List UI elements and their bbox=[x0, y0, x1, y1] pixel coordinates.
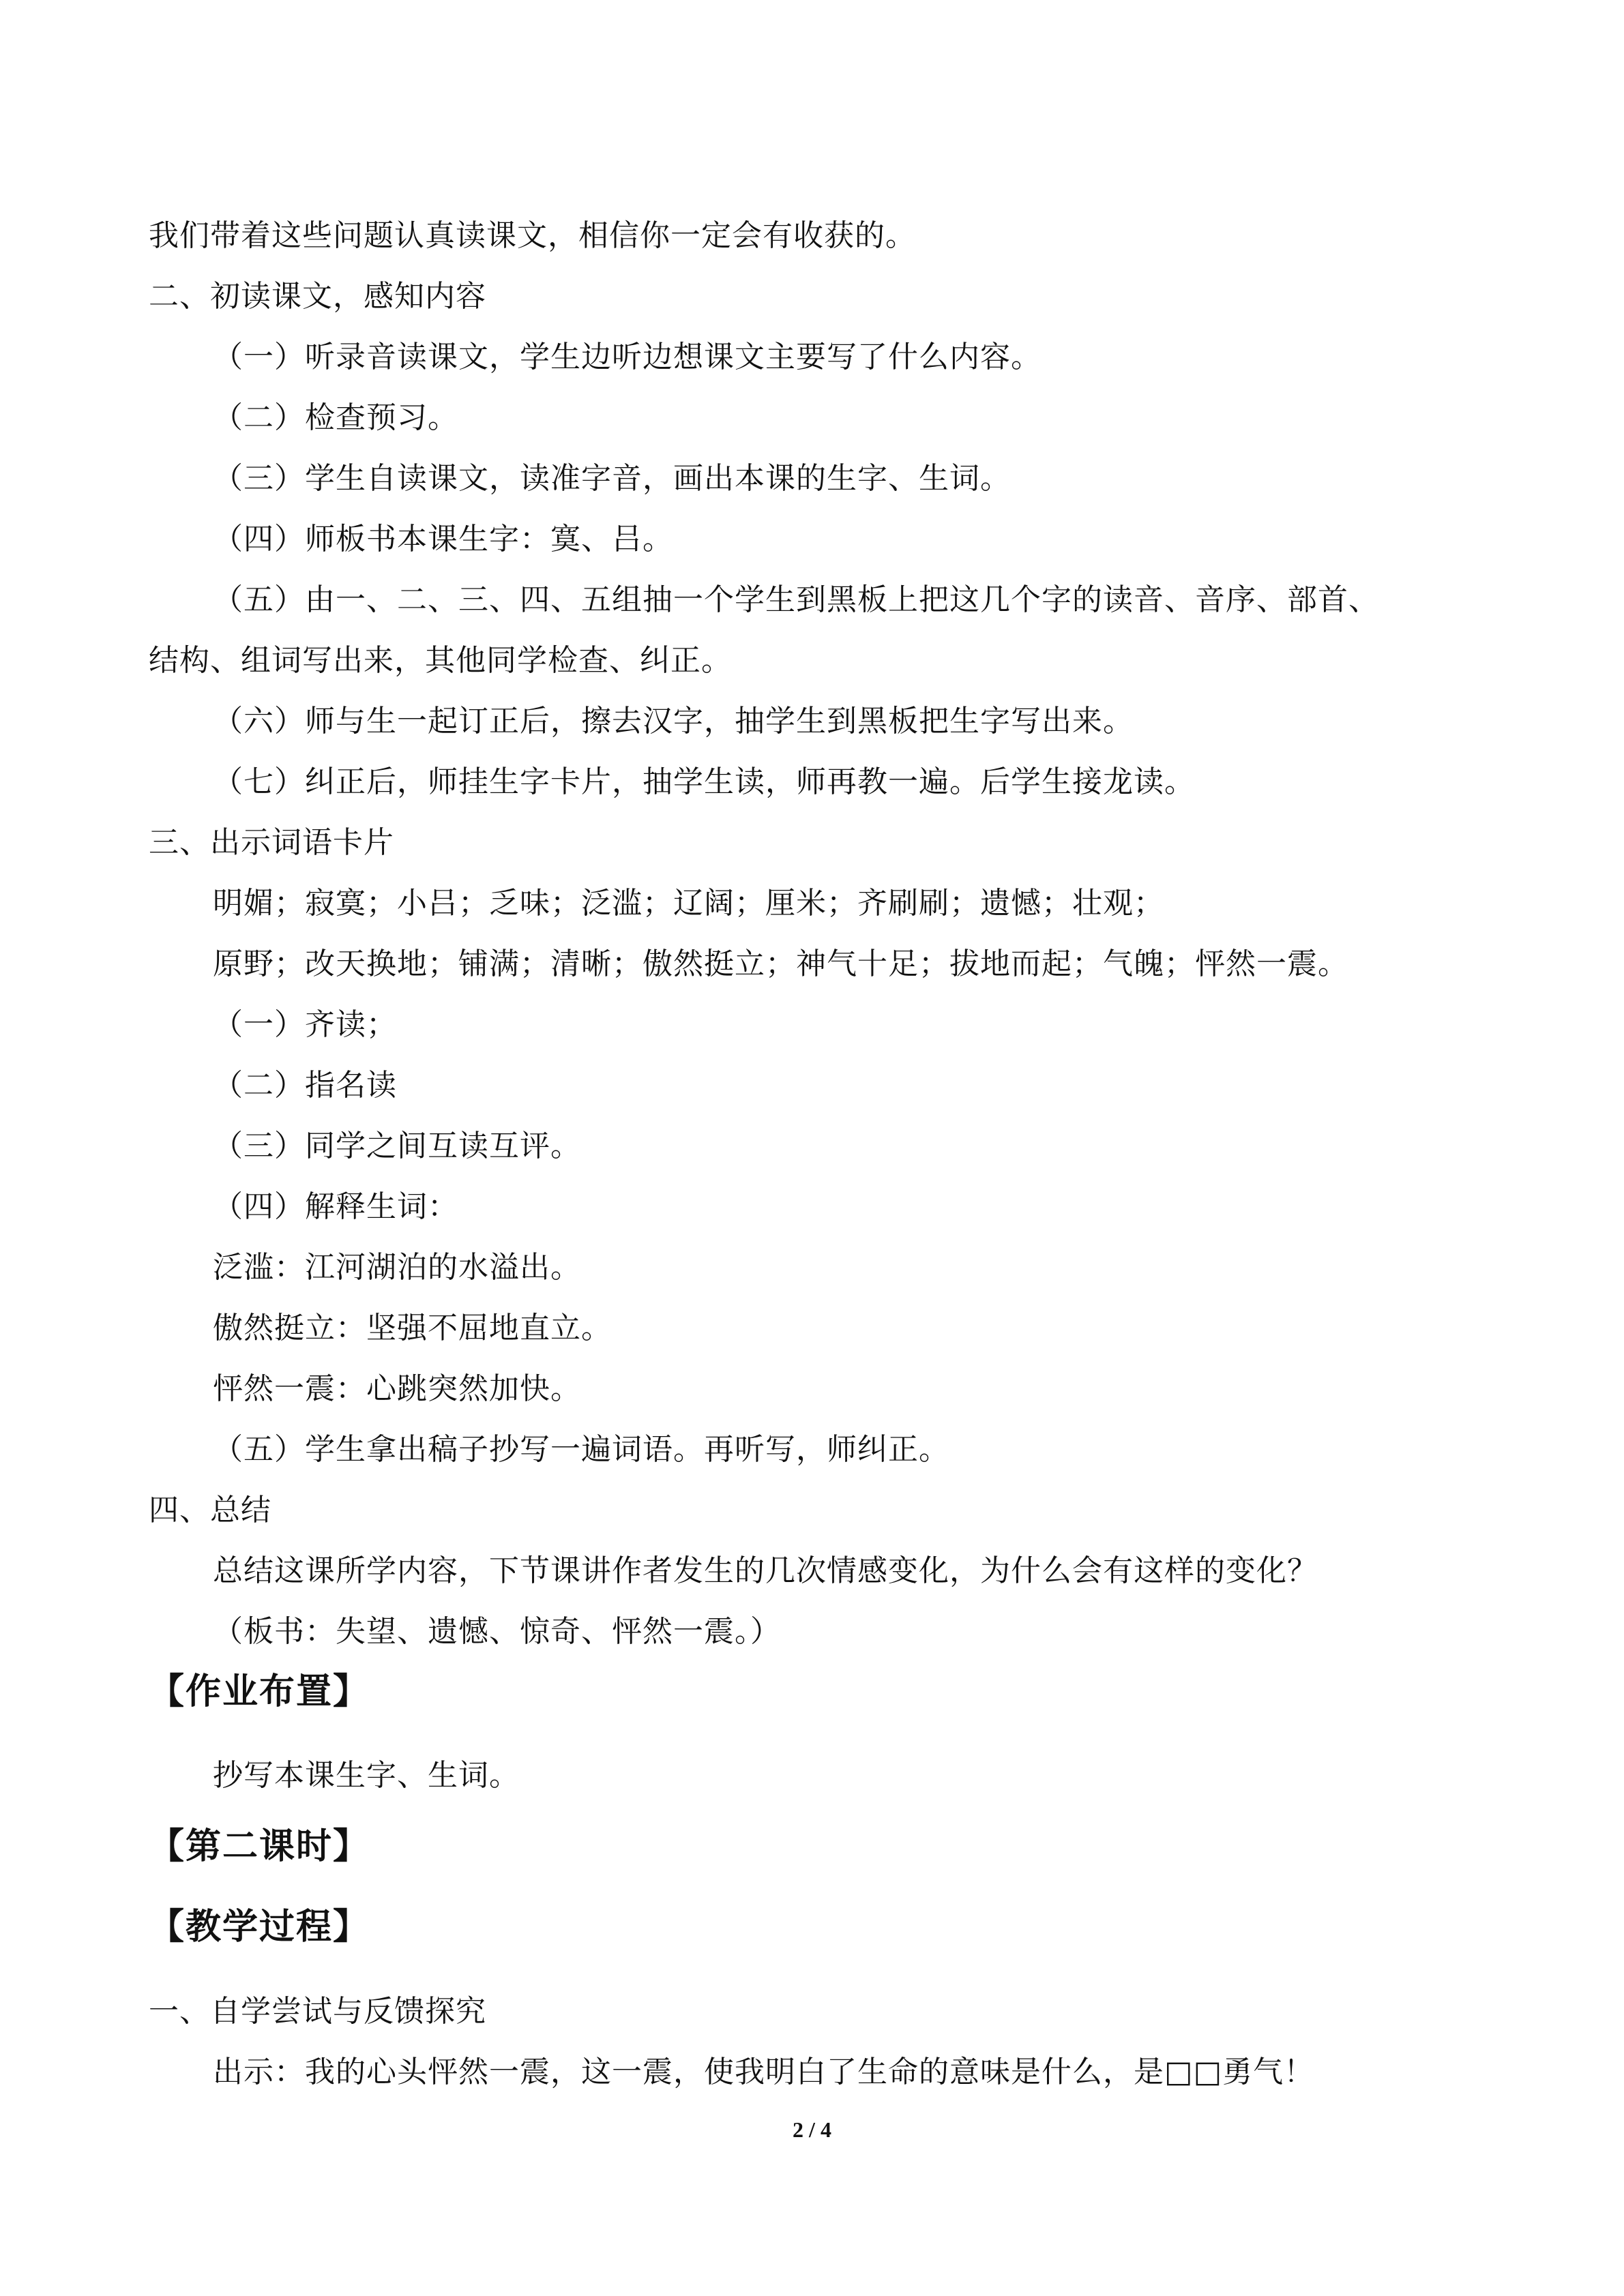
vocabulary-line: 原野；改天换地；铺满；清晰；傲然挺立；神气十足；拔地而起；气魄；怦然一震。 bbox=[213, 946, 1348, 981]
definition-line: 泛滥：江河湖泊的水溢出。 bbox=[213, 1250, 581, 1285]
paragraph-line: （六）师与生一起订正后，擦去汉字，抽学生到黑板把生字写出来。 bbox=[213, 704, 1134, 739]
paragraph-line: （二）指名读 bbox=[213, 1068, 397, 1103]
paragraph-line: 出示：我的心头怦然一震，这一震，使我明白了生命的意味是什么，是□□勇气！ bbox=[213, 2055, 1315, 2089]
heading-teaching-process: 【教学过程】 bbox=[149, 1907, 370, 1948]
page-number: 2 / 4 bbox=[793, 2117, 831, 2142]
section-heading-summary: 四、总结 bbox=[149, 1493, 271, 1527]
vocabulary-line: 明媚；寂寞；小吕；乏味；泛滥；辽阔；厘米；齐刷刷；遗憾；壮观； bbox=[213, 886, 1164, 921]
heading-homework: 【作业布置】 bbox=[149, 1671, 370, 1712]
paragraph-line: 我们带着这些问题认真读课文，相信你一定会有收获的。 bbox=[149, 218, 916, 253]
paragraph-line: （板书：失望、遗憾、惊奇、怦然一震。） bbox=[213, 1614, 781, 1649]
paragraph-line: （四）解释生词： bbox=[213, 1189, 458, 1224]
definition-line: 怦然一震：心跳突然加快。 bbox=[213, 1371, 581, 1406]
heading-second-lesson: 【第二课时】 bbox=[149, 1826, 370, 1867]
definition-line: 傲然挺立：坚强不屈地直立。 bbox=[213, 1311, 612, 1345]
paragraph-line: （三）学生自读课文，读准字音，画出本课的生字、生词。 bbox=[213, 461, 1011, 496]
paragraph-line: 总结这课所学内容，下节课讲作者发生的几次情感变化，为什么会有这样的变化？ bbox=[213, 1553, 1318, 1588]
section-heading-reading: 二、初读课文，感知内容 bbox=[149, 279, 486, 314]
paragraph-line: （三）同学之间互读互评。 bbox=[213, 1129, 581, 1163]
paragraph-line: （四）师板书本课生字：寞、吕。 bbox=[213, 522, 673, 556]
paragraph-line: （一）听录音读课文，学生边听边想课文主要写了什么内容。 bbox=[213, 340, 1042, 374]
paragraph-line: （五）学生拿出稿子抄写一遍词语。再听写，师纠正。 bbox=[213, 1432, 949, 1467]
paragraph-line: （一）齐读； bbox=[213, 1007, 397, 1042]
paragraph-line: 结构、组词写出来，其他同学检查、纠正。 bbox=[149, 643, 732, 678]
section-heading-word-cards: 三、出示词语卡片 bbox=[149, 825, 394, 860]
section-heading-self-study: 一、自学尝试与反馈探究 bbox=[149, 1994, 486, 2029]
paragraph-line: （二）检查预习。 bbox=[213, 400, 458, 435]
paragraph-line: （七）纠正后，师挂生字卡片，抽学生读，师再教一遍。后学生接龙读。 bbox=[213, 764, 1195, 799]
paragraph-line: （五）由一、二、三、四、五组抽一个学生到黑板上把这几个字的读音、音序、部首、 bbox=[213, 582, 1379, 617]
paragraph-line: 抄写本课生字、生词。 bbox=[213, 1758, 520, 1793]
